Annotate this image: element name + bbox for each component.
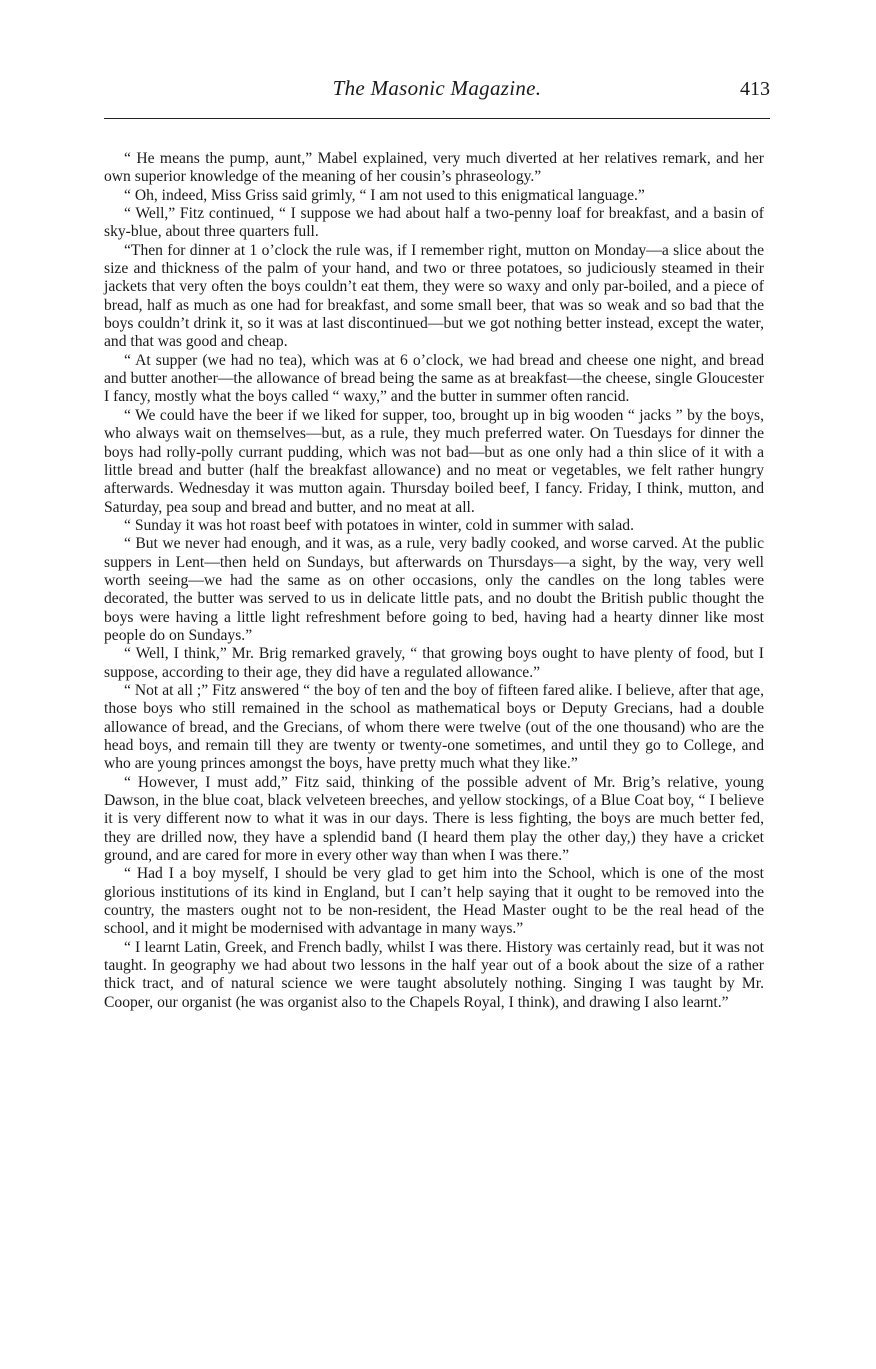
header-rule	[104, 118, 770, 119]
paragraph: “ Well, I think,” Mr. Brig remarked gravely, “ that growing boys ought to have plenty of food, but I suppose, according to their age, they did have a regulated allowance.”	[104, 645, 764, 681]
paragraph: “ We could have the beer if we liked for supper, too, brought up in big wooden “ jacks ” by the boys, who always wait on themselves—but, as a rule, they much preferred water. On Tuesdays for dinner the boys had rolly-polly currant pudding, which was not bad—but as one only had a thin slice of it with a little bread and butter (half the breakfast allowance) and no meat or vegetables, we felt rather hungry afterwards. Wednesday it was mutton again. Thursday boiled beef, I fancy. Friday, I think, mutton, and Saturday, pea soup and bread and butter, and no meat at all.	[104, 406, 764, 516]
paragraph: “Then for dinner at 1 o’clock the rule was, if I remember right, mutton on Monday—a slice about the size and thickness of the palm of your hand, and two or three potatoes, so judiciously steamed in their jackets that very often the boys couldn’t eat them, they were so waxy and only par-boiled, and a piece of bread, half as much as one had for breakfast, and some small beer, that was so weak and so bad that the boys couldn’t drink it, so it was at last discontinued—but we got nothing better instead, except the water, and that was good and cheap.	[104, 241, 764, 351]
paragraph: “ Oh, indeed, Miss Griss said grimly, “ I am not used to this enigmatical language.”	[124, 186, 645, 204]
paragraph: “ However, I must add,” Fitz said, thinking of the possible advent of Mr. Brig’s relative, young Dawson, in the blue coat, black velveteen breeches, and yellow stockings, of a Blue Coat boy, “ I believe it is very different now to what it was in our days. There is less fighting, the boys are much better fed, they are drilled now, they have a splendid band (I heard them play the other day,) they have a cricket ground, and are cared for more in every other way than when I was there.”	[104, 773, 764, 865]
paragraph: “ He means the pump, aunt,” Mabel explained, very much diverted at her relatives remark, and her own superior knowledge of the meaning of her cousin’s phraseology.”	[104, 150, 764, 186]
paragraph: “ At supper (we had no tea), which was at 6 o’clock, we had bread and cheese one night, and bread and butter another—the allowance of bread being the same as at breakfast—the cheese, single Gloucester I fancy, mostly what the boys called “ waxy,” and the butter in summer often rancid.	[104, 351, 764, 406]
paragraph: “ But we never had enough, and it was, as a rule, very badly cooked, and worse carved. At the public suppers in Lent—then held on Sundays, but afterwards on Thursdays—a sight, by the way, very well worth seeing—we had the same as on other occasions, only the candles on the long tables were decorated, the butter was served to us in delicate little pats, and no doubt the British public thought the boys were having a little light refreshment before going to bed, having had a hearty dinner like most people do on Sundays.”	[104, 535, 764, 644]
article-body	[104, 150, 764, 1012]
paragraph: “ Had I a boy myself, I should be very glad to get him into the School, which is one of the most glorious institutions of its kind in England, but I can’t help saying that it ought to be removed into the country, the masters ought not to be non-resident, the Head Master ought to be the real head of the school, and it might be modernised with advantage in many ways.”	[104, 865, 764, 938]
paragraph: “ I learnt Latin, Greek, and French badly, whilst I was there. History was certainly read, but it was not taught. In geography we had about two lessons in the half year out of a book about the size of a rather thick tract, and of natural science we were taught absolutely nothing. Singing I was taught by Mr. Cooper, our organist (he was organist also to the Chapels Royal, I think), and drawing I also learnt.”	[104, 938, 764, 1011]
running-head	[104, 76, 770, 110]
paragraph: “ Not at all ;” Fitz answered “ the boy of ten and the boy of fifteen fared alike. I believe, after that age, those boys who still remained in the school as mathematical boys or Deputy Grecians, had a double allowance of bread, and the Grecians, of whom there were twelve (out of the one thousand) who are the head boys, and remain till they are twenty or twenty-one sometimes, and until they go to College, and who are young princes amongst the boys, have pretty much what they like.”	[104, 681, 764, 773]
paragraph: “ Well,” Fitz continued, “ I suppose we had about half a two-penny loaf for breakfast, and a basin of sky-blue, about three quarters full.	[104, 205, 764, 241]
paragraph: “ Sunday it was hot roast beef with potatoes in winter, cold in summer with salad.	[124, 516, 634, 534]
page-number: 413	[740, 78, 770, 100]
journal-title: The Masonic Magazine.	[332, 76, 542, 100]
